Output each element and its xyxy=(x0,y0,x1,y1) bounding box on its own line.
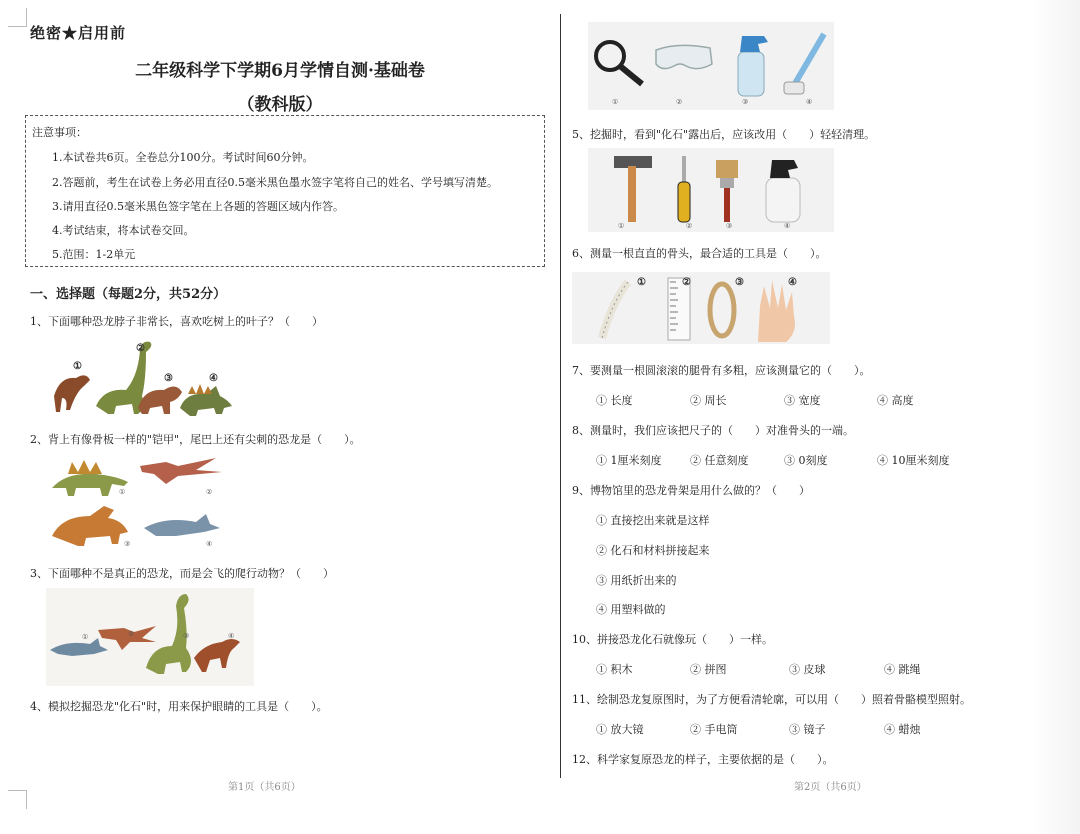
tools-image-q5 xyxy=(588,148,834,232)
question-8: 8、测量时，我们应该把尺子的（ ）对准骨头的一端。 xyxy=(572,424,854,437)
option-number: ② xyxy=(128,630,135,638)
exam-title: 二年级科学下学期6月学情自测·基础卷 xyxy=(135,61,425,81)
option[interactable]: ② 拼图 xyxy=(690,663,727,676)
question-5: 5、挖掘时，看到"化石"露出后，应该改用（ ）轻轻清理。 xyxy=(572,128,876,141)
dinosaur-image-q3 xyxy=(46,588,254,686)
option-number: ③ xyxy=(735,277,744,288)
notice-item: 2.答题前，考生在试卷上务必用直径0.5毫米黑色墨水签字笔将自己的姓名、学号填写清楚。 xyxy=(52,176,498,189)
option-number: ③ xyxy=(124,540,131,548)
option-number: ② xyxy=(136,343,145,354)
question-2: 2、背上有像骨板一样的"铠甲"，尾巴上还有尖刺的恐龙是（ ）。 xyxy=(30,433,361,446)
option-number: ③ xyxy=(726,222,733,230)
option[interactable]: ③ 用纸折出来的 xyxy=(596,574,677,587)
option[interactable]: ② 任意刻度 xyxy=(690,454,749,467)
option[interactable]: ① 放大镜 xyxy=(596,723,644,736)
option[interactable]: ① 积木 xyxy=(596,663,633,676)
question-9: 9、博物馆里的恐龙骨架是用什么做的？（ ） xyxy=(572,484,810,497)
option[interactable]: ③ 镜子 xyxy=(789,723,826,736)
option[interactable]: ④ 蜡烛 xyxy=(884,723,921,736)
dinosaurs-illustration xyxy=(46,588,254,686)
option-number: ① xyxy=(82,633,89,641)
option-number: ① xyxy=(612,98,619,106)
option[interactable]: ④ 用塑料做的 xyxy=(596,603,666,616)
option[interactable]: ④ 10厘米刻度 xyxy=(877,454,950,467)
notice-item: 3.请用直径0.5毫米黑色签字笔在上各题的答题区域内作答。 xyxy=(52,200,344,213)
option-number: ④ xyxy=(788,277,797,288)
confidential-mark: 绝密★启用前 xyxy=(30,24,127,42)
tools-image-q6 xyxy=(572,272,830,344)
question-6: 6、测量一根直直的骨头，最合适的工具是（ ）。 xyxy=(572,247,827,260)
option-number: ② xyxy=(686,222,693,230)
question-4: 4、模拟挖掘恐龙"化石"时，用来保护眼睛的工具是（ ）。 xyxy=(30,700,328,713)
crop-mark xyxy=(8,8,27,27)
dinosaur-image-q2 xyxy=(46,452,232,552)
page-footer: 第2页（共6页） xyxy=(794,782,867,793)
option-number: ④ xyxy=(228,632,235,640)
option-number: ① xyxy=(73,361,82,372)
notice-item: 1.本试卷共6页。全卷总分100分。考试时间60分钟。 xyxy=(52,151,314,164)
option[interactable]: ② 周长 xyxy=(690,394,727,407)
option[interactable]: ① 直接挖出来就是这样 xyxy=(596,514,710,527)
question-10: 10、拼接恐龙化石就像玩（ ）一样。 xyxy=(572,633,773,646)
option[interactable]: ① 1厘米刻度 xyxy=(596,454,662,467)
section-heading: 一、选择题（每题2分，共52分） xyxy=(30,287,227,302)
notice-item: 5.范围：1-2单元 xyxy=(52,248,136,261)
option-number: ④ xyxy=(806,98,813,106)
page-footer: 第1页（共6页） xyxy=(228,782,301,793)
option-number: ① xyxy=(119,488,126,496)
option-number: ① xyxy=(618,222,625,230)
option-number: ② xyxy=(682,277,691,288)
protective-tools-illustration xyxy=(588,22,834,110)
page-edge-shadow xyxy=(1030,0,1080,834)
option[interactable]: ③ 皮球 xyxy=(789,663,826,676)
option[interactable]: ② 手电筒 xyxy=(690,723,738,736)
dinosaur-image-q1 xyxy=(46,336,232,418)
option-number: ③ xyxy=(742,98,749,106)
question-12: 12、科学家复原恐龙的样子，主要依据的是（ ）。 xyxy=(572,753,834,766)
tools-image-q4 xyxy=(588,22,834,110)
digging-tools-illustration xyxy=(588,148,834,232)
option-number: ③ xyxy=(164,373,173,384)
option-number: ② xyxy=(676,98,683,106)
option[interactable]: ② 化石和材料拼接起来 xyxy=(596,544,710,557)
option-number: ② xyxy=(206,488,213,496)
option-number: ④ xyxy=(784,222,791,230)
dinosaurs-illustration xyxy=(46,452,232,552)
crop-mark xyxy=(8,790,27,809)
option-number: ④ xyxy=(209,373,218,384)
question-11: 11、绘制恐龙复原图时，为了方便看清轮廓，可以用（ ）照着骨骼模型照射。 xyxy=(572,693,971,706)
question-3: 3、下面哪种不是真正的恐龙，而是会飞的爬行动物？（ ） xyxy=(30,567,334,580)
option[interactable]: ③ 宽度 xyxy=(784,394,821,407)
notice-item: 4.考试结束，将本试卷交回。 xyxy=(52,224,195,237)
question-1: 1、下面哪种恐龙脖子非常长，喜欢吃树上的叶子？（ ） xyxy=(30,315,323,328)
notice-box xyxy=(25,115,545,267)
notice-heading: 注意事项： xyxy=(32,126,87,139)
option[interactable]: ④ 高度 xyxy=(877,394,914,407)
question-7: 7、要测量一根圆滚滚的腿骨有多粗，应该测量它的（ ）。 xyxy=(572,364,871,377)
exam-subtitle: （教科版） xyxy=(237,95,323,115)
option-number: ④ xyxy=(206,540,213,548)
option[interactable]: ④ 跳绳 xyxy=(884,663,921,676)
page-divider xyxy=(560,14,561,778)
option[interactable]: ③ 0刻度 xyxy=(784,454,828,467)
option-number: ① xyxy=(637,277,646,288)
option[interactable]: ① 长度 xyxy=(596,394,633,407)
option-number: ③ xyxy=(183,632,190,640)
